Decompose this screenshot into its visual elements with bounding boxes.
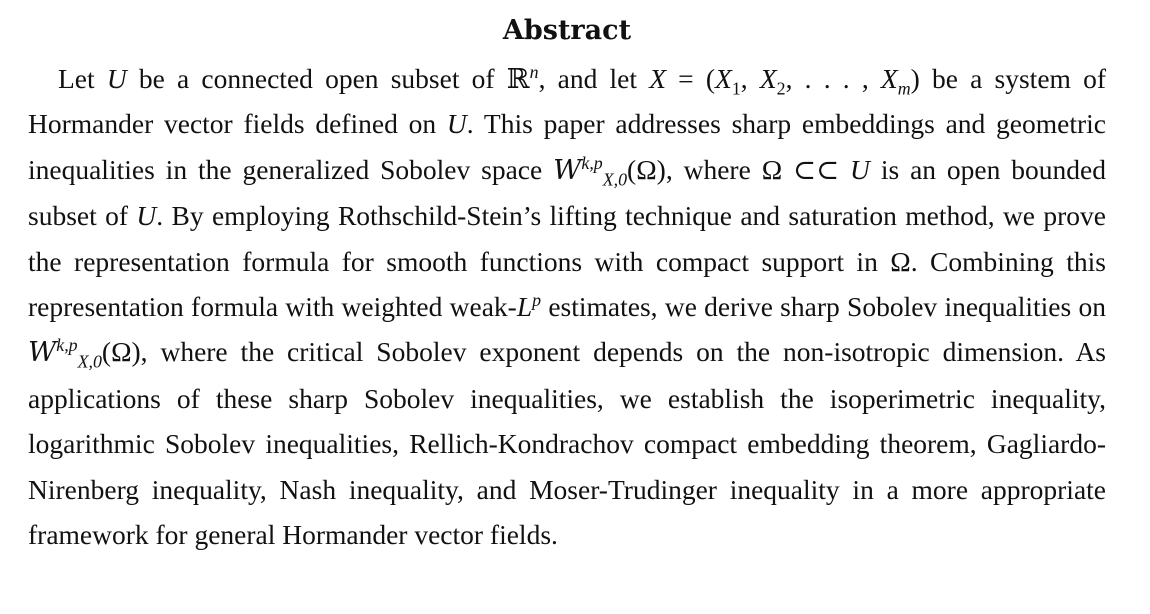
math-omega-arg: (Ω) (101, 336, 141, 368)
math-U: U (106, 63, 127, 94)
abstract-text: , where (665, 153, 762, 185)
math-superscript-kp: k,p (581, 152, 603, 173)
math-subscript-m: m (897, 78, 911, 99)
math-U: U (136, 200, 157, 232)
math-compact-subset: ⊂⊂ (782, 153, 851, 185)
abstract-text: , and let (538, 63, 650, 94)
abstract-text: be a connected open subset of (126, 63, 507, 94)
abstract-text: , where the critical Sobolev exponent depends on the non-isotropic dimension. As applications of these sharp Sobolev inequalities, we establish the isoperimetric inequality, logarithmic Sobolev inequalities, Rellich-Kondrachov compact embedding theorem, Gagliardo-Nirenberg inequality, Nash inequality, and Moser-Trudinger inequality in a more appropriate framework for general Hormander vector fields. (28, 336, 1106, 551)
math-X: X (649, 63, 666, 94)
abstract-text: . This paper addresses sharp embeddings and geometric inequalities in the generalized Sobolev space (28, 108, 1106, 185)
math-U: U (446, 108, 467, 140)
math-exponent-n: n (529, 61, 539, 82)
abstract-heading: Abstract (502, 15, 632, 46)
math-superscript-p: p (532, 289, 542, 310)
math-U: U (850, 153, 870, 185)
math-omega-arg: (Ω) (627, 153, 666, 185)
math-reals: ℝ (506, 63, 530, 94)
math-subscript-X0: X,0 (602, 169, 628, 190)
abstract-text: be a system of Hormander vector fields defined on (28, 63, 1107, 140)
abstract-paragraph (28, 56, 1106, 557)
math-L: L (516, 291, 533, 323)
math-X2: X (759, 63, 777, 94)
math-Xm: X (880, 63, 898, 94)
math-sobolev-space-W: W (553, 153, 582, 186)
math-omega: Ω (761, 153, 783, 185)
math-sobolev-space-W: W (28, 336, 57, 369)
math-subscript-X0: X,0 (77, 351, 102, 372)
abstract-text: Let (58, 63, 107, 94)
math-superscript-kp: k,p (56, 335, 78, 356)
math-subscript-2: 2 (776, 78, 786, 99)
math-omega: Ω (890, 245, 911, 277)
abstract-text: . Combining this representation formula with weighted weak- (28, 245, 1106, 323)
math-equals: = ( (666, 63, 716, 94)
abstract-text: is an open bounded subset of (28, 153, 1106, 232)
math-ellipsis: , . . . , (785, 63, 881, 94)
math-close-paren: ) (910, 63, 920, 94)
math-X1: X (715, 63, 732, 94)
abstract-text: estimates, we derive sharp Sobolev inequalities on (541, 291, 1107, 323)
abstract-text: . By employing Rothschild-Stein’s lifting technique and saturation method, we prove the representation formula for smooth functions with compact support in (28, 200, 1106, 277)
math-comma: , (740, 63, 760, 94)
math-subscript-1: 1 (731, 78, 741, 99)
